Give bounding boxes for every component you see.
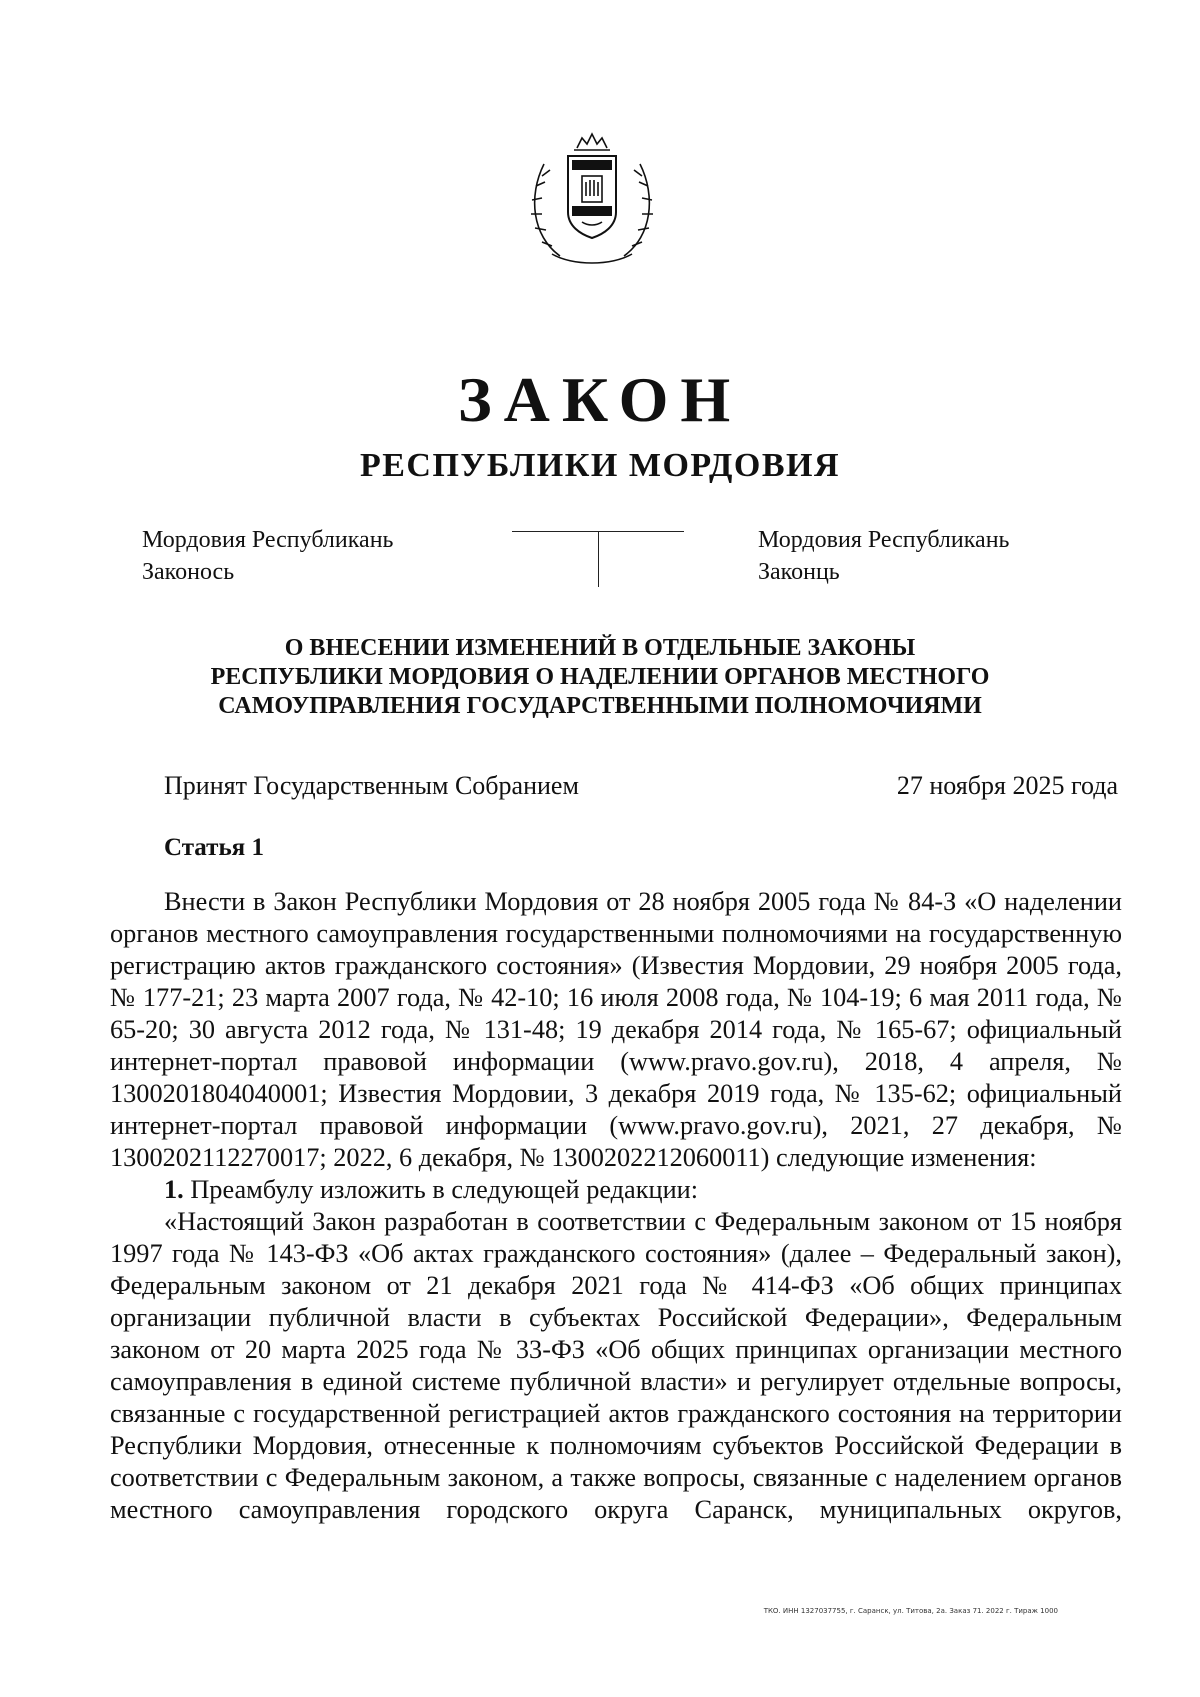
adoption-date: 27 ноября 2025 года [896, 771, 1118, 800]
law-title-line1: О ВНЕСЕНИИ ИЗМЕНЕНИЙ В ОТДЕЛЬНЫЕ ЗАКОНЫ [284, 635, 916, 661]
mordovian-title-left [142, 524, 393, 588]
law-title-line2: РЕСПУБЛИКИ МОРДОВИЯ О НАДЕЛЕНИИ ОРГАНОВ МЕСТНОГО [210, 664, 990, 690]
paragraph-item-1 [110, 1174, 1122, 1206]
divider-vertical [598, 531, 599, 587]
paragraph-amendment-intro: Внести в Закон Республики Мордовия от 28 ноября 2005 года № 84-З «О наделении органов местного самоуправления государственными полномочиями на государственную регистрацию актов гражданского состояния» (Известия Мордовии, 29 ноября 2005 года, № 177-21; 23 марта 2007 года, № 42-10; 16 июля 2008 года, № 104-19; 6 мая 2011 года, № 65-20; 30 августа 2012 года, № 131-48; 19 декабря 2014 года, № 165-67; официальный интернет-портал правовой информации (www.pravo.gov.ru), 2018, 4 апреля, № 1300201804040001; Известия Мордовии, 3 декабря 2019 года, № 135-62; официальный интернет-портал правовой информации (www.pravo.gov.ru), 2021, 27 декабря, № 1300202112270017; 2022, 6 декабря, № 1300202212060011) следующие изменения: [110, 887, 1122, 1172]
law-title [200, 634, 1000, 721]
paragraph-preamble-text: «Настоящий Закон разработан в соответствии с Федеральным законом от 15 ноября 1997 года № 143-ФЗ «Об актах гражданского состояния» (далее – Федеральный закон), Федеральным законом от 21 декабря 2021 года № 414-ФЗ «Об общих принципах организации публичной власти в субъектах Российской Федерации», Федеральным законом от 20 марта 2025 года № 33-ФЗ «Об общих принципах организации местного самоуправления в единой системе публичной власти» и регулирует отдельные вопросы, связанные с государственной регистрацией актов гражданского состояния на территории Республики Мордовия, отнесенные к полномочиям субъектов Российской Федерации в соответствии с Федеральным законом, а также вопросы, связанные с наделением органов местного самоуправления городского округа Саранск, муниципальных округов, [110, 1207, 1122, 1524]
mordovian-title-left-line2: Законось [142, 559, 235, 585]
article-body [110, 886, 1122, 1526]
mordovian-title-left-line1: Мордовия Республикань [142, 527, 394, 553]
adopted-by-label: Принят Государственным Собранием [164, 771, 579, 800]
article-heading: Статья 1 [164, 834, 264, 861]
title-divider [512, 531, 684, 587]
print-footer: ТКО. ИНН 1327037755, г. Саранск, ул. Титова, 2а. Заказ 71. 2022 г. Тираж 1000 [763, 1607, 1058, 1615]
mordovian-title-right [758, 524, 1009, 588]
coat-of-arms-icon [522, 126, 662, 268]
mordovian-title-right-line1: Мордовия Республикань [758, 527, 1010, 553]
republic-subtitle: РЕСПУБЛИКИ МОРДОВИЯ [359, 447, 841, 484]
item-text: Преамбулу изложить в следующей редакции: [190, 1175, 699, 1204]
mordovian-title-right-line2: Законць [758, 559, 840, 585]
law-title-line3: САМОУПРАВЛЕНИЯ ГОСУДАРСТВЕННЫМИ ПОЛНОМОЧИЯМИ [218, 693, 982, 719]
item-number: 1. [164, 1175, 184, 1204]
document-type-title: ЗАКОН [457, 364, 743, 435]
